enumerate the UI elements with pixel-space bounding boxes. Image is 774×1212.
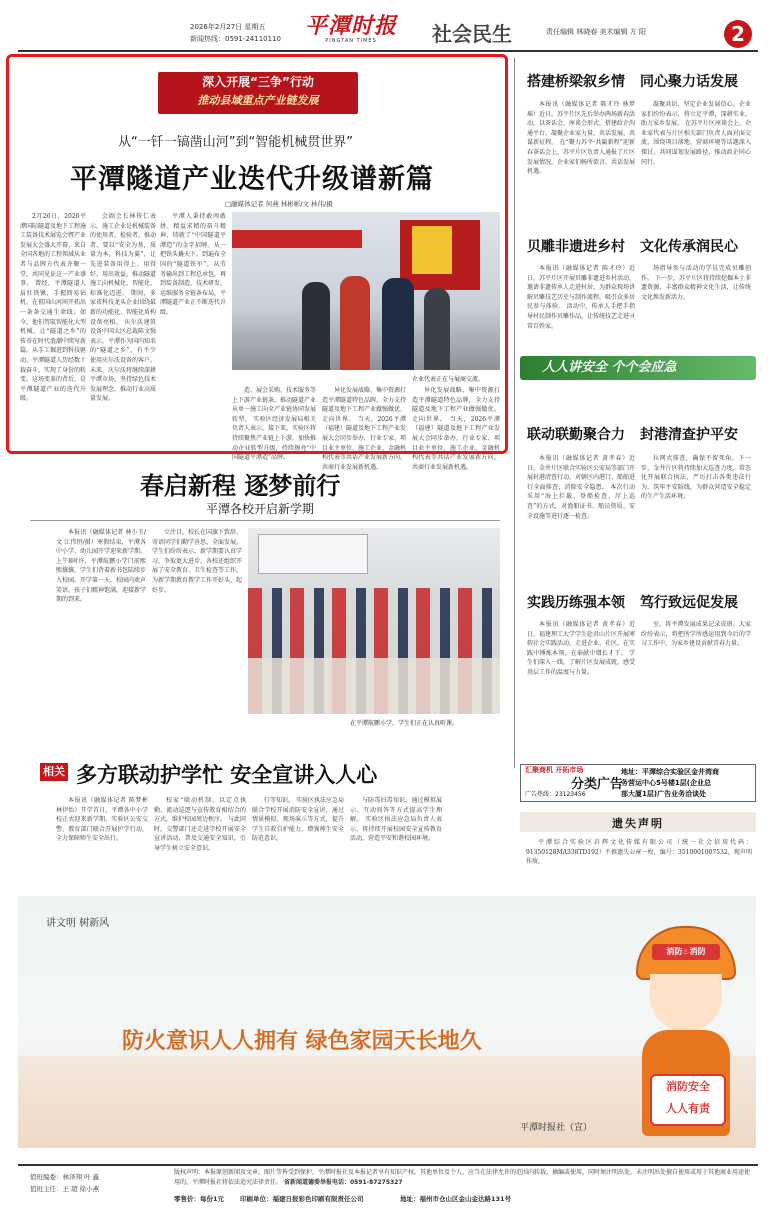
mid-col-1-text: 本报讯（融媒体记者 林小玉/文 江伟恒/摄）寒假结束，平潭各中小学、幼儿园开学迎来新学期。 上午8时许，平潭航鹏小学门前熙熙攘攘，学生们背着新书包陆续步入校园。开学第一天，校园内欢声笑语，孩子们精神饱满，迎接新学期的到来。 (56, 529, 147, 604)
right-story2-headline-b: 文化传承润民心 (640, 239, 738, 255)
mascot-sign-line1: 消防安全 (666, 1080, 710, 1093)
footer-price: 零售价：每份1元 (174, 1195, 225, 1203)
photo-yellow-sign (412, 226, 452, 274)
right-story4-headline-b: 笃行致远促发展 (640, 595, 738, 611)
right-story4-col1 (527, 620, 635, 750)
mid-col-2-text: 立注目，校长在国旗下致辞，寄语同学们勤学善思、全面发展。 学生们纷纷表示，新学期要认真学习，争取更大进步。各校还组织开展了安全教育、卫生检查等工作，为新学期教育教学工作开好头、起好步。 (152, 529, 243, 594)
mid-title-rule (30, 520, 500, 521)
footer-copyright (174, 1168, 754, 1190)
footer-address: 地址：福州市仓山区金山金达路131号 (400, 1195, 512, 1203)
firefighter-mascot (630, 926, 742, 1136)
alert-col-4 (350, 796, 442, 858)
photo-person-2 (340, 276, 370, 370)
right-story1-headline-a: 搭建桥梁叙乡情 (527, 74, 625, 90)
mascot-sign (650, 1074, 726, 1126)
photo-person-3 (382, 278, 414, 370)
ad-address-line1: 地址：平潭综合实验区金井湾商 (621, 768, 719, 776)
footer-copyright-text: 版权声明：本报原创新闻及文章、图片等皆受到保护，平潭时报社及本报记者享有知识产权。其他单位及个人，应当在法律允许的范围内转载、摘编或使用，同时须注明出处。未注明出处擅自使用或用于其他商业用途使用的，平潭时报社将依法追究法律责任。 (174, 1169, 751, 1186)
lead-col-6 (412, 386, 500, 471)
psa-sign: 平潭时报社（宣） (520, 1123, 593, 1133)
safety-strip (520, 356, 756, 380)
right-story3-headline-a: 联动联勤聚合力 (527, 427, 625, 443)
lost-notice-title: 遗失声明 (612, 817, 664, 830)
lead-col-4 (232, 386, 317, 462)
mid-headline: 春启新程 逐梦前行 (140, 471, 341, 500)
lead-photo (232, 212, 500, 370)
masthead-english: PINGTAN TIMES (325, 38, 377, 44)
news-hotline: 新闻热线：0591-24110110 (190, 35, 281, 43)
lead-col-3 (160, 212, 226, 446)
lead-col-6-text: 异化发展战略，集中资源打造平潭隧道特色品牌，全力支持隧道及地下工程产业做强做优、走向世界。 当天，2026平潭（福建）隧道及地下工程产业发展大会同步举办，行业专家、项目业主单位、施工企业、金融机构代表等共话产业发展新方向，共商行业发展新机遇。 (412, 387, 500, 471)
mascot-face (650, 974, 722, 1032)
masthead-title: 平潭时报 (304, 13, 397, 39)
right-story3-col2 (641, 454, 751, 586)
right-story1-col1 (527, 100, 635, 228)
lead-banner (158, 72, 358, 114)
lead-col-4-text: 造、展会采购、技术服务等上下游产业链条，推动隧道产业从单一施工向全产业链协同发展转型。 实验区经济发展局相关负责人表示，接下来，实验区将持续聚焦产业链上下游，加快推动企业转型升级，持续擦亮“中国隧道平潭造”品牌。 (232, 387, 317, 462)
mid-col-1 (56, 528, 146, 744)
ad-phone: 广告热线：23123456 (525, 791, 586, 798)
mid-subtitle: 平潭各校开启新学期 (206, 502, 315, 516)
alert-col-3-text: 行等知识。 实验区执法应急局联合学校开展消防安全宣讲，通过情景模拟、现场演示等方式，提升学生自救自护能力，增强师生安全防范意识。 (252, 797, 344, 843)
lead-col-5-text: 异化发展战略，集中资源打造平潭隧道特色品牌，全力支持隧道及地下工程产业做强做优、走向世界。 当天，2026平潭（福建）隧道及地下工程产业发展大会同步举办，行业专家、项目业主单位、施工企业、金融机构代表等共话产业发展新方向，共商行业发展新机遇。 (322, 387, 407, 471)
related-tag: 相关 (40, 763, 68, 781)
ad-slogan: 汇聚商机 开拓市场 (525, 766, 584, 774)
page-editors: 责任编辑 林晓春 美术编辑 方 阳 (546, 28, 646, 36)
lead-byline: □融媒体记者 何燕 林彬彬/文 林伟/摄 (225, 200, 333, 208)
right-story2-col1 (527, 264, 635, 350)
mid-col-2 (152, 528, 242, 744)
lead-banner-line2: 推动县域重点产业链发展 (197, 94, 319, 107)
right-story4-col2 (641, 620, 751, 750)
ad-address-line3: 部大厦1层)广告业务洽谈处 (621, 790, 707, 798)
right-story1-headline-b: 同心聚力话发展 (640, 74, 738, 90)
lead-col-2 (90, 212, 156, 446)
lead-col-1-text: 2月26日，2026平潭国际隧道及地下工程施工装备技术展览会暨产业发展大会盛大开幕，来自全国各地的工程领域从业者与品牌方代表齐聚一堂，共同见证这一产业盛事。 曾经，平潭隧道人肩扛铁锹，手握简易钻机，在祖国山河间开拓出一条条交通生命线；如今，他们驾驭智能化大型机械，让“隧道之乡”的传奇在时代浪潮中续写新篇。从手工掘进到科技驱动，平潭隧道人历经数十载奋斗，实现了身份的转变。这场变革的背后，是平潭隧道产业的迭代升级。 (20, 213, 87, 403)
right-story3-headline-b: 封港清查护平安 (640, 427, 738, 443)
lost-notice-body (526, 838, 752, 868)
lead-col-2-text: 会副会长林传仁表示，施工企业是机械装备的使用者，检验者，推动者，要以“安全为基，质量为本，科技为翼”，让先进装备用得上、用得好、用出效益，推动隧道施工向机械化、智能化、标准化迈进。 期间，多家省科技龙头企业围绕最新的功能化、智能化盾构设备亮相。 庆尔沃建筑设备中国大区总裁陈文强表示，平潭作为国内知名的“隧道之乡”，有不少使用庆尔沃设备的客户。未来，庆尔沃将继续深耕平潭市场，坚持绿色技术发展理念，推动行业高质量发展。 (90, 213, 157, 403)
lead-col-1 (20, 212, 86, 446)
footer-editors-1: 值班编委：林泽翔 叶 鑫 (30, 1173, 100, 1181)
alert-col-2 (154, 796, 246, 858)
classroom-whiteboard (258, 534, 368, 574)
alert-col-1 (56, 796, 148, 858)
section-title: 社会民生 (432, 22, 512, 46)
page-number-badge: 2 (724, 20, 752, 48)
classroom-photo (248, 528, 500, 714)
right-story1-text2: 凝聚共识，坚定企业发展信心。企业家们纷纷表示，将立足平潭，深耕实业，助力家乡发展。 在苏平片区座谈会上，企业家代表与片区相关部门负责人面对面交流，围绕项目落地、营商环境等话题深入探讨，共同谋划发展路径，推动政企同心同行。 (641, 101, 751, 166)
lost-notice-header (520, 812, 756, 832)
lead-photo-caption: 企业代表正在与展商交流。 (412, 376, 485, 383)
safety-strip-title: 人人讲安全 个个会应急 (542, 360, 677, 375)
right-story2-headline-a: 贝雕非遗进乡村 (527, 239, 625, 255)
footer-printer: 印刷单位：福建日报彩色印刷有限责任公司 (240, 1195, 364, 1203)
classroom-photo-caption: 在平潭航鹏小学，学生们正在认真听课。 (350, 720, 459, 727)
alert-col-3 (252, 796, 344, 858)
header-rule (18, 50, 758, 52)
lead-kicker: 从“一钎一镐凿山河”到“智能机械贯世界” (118, 135, 353, 150)
right-story1-col2 (641, 100, 751, 228)
lead-col-3-text: 平潭人秉持敢闯敢拼、精益求精的奋斗精神，铸就了“中国隧道平潭造”的金字招牌。从一把铁头撬天下，到遍布全国的“隧道铁军”，从劳务输出到工程总承包，再到装备制造、技术研发，运维服务全链条布局，平潭隧道产业正不断迭代升级。 (160, 213, 227, 316)
right-story2-col2 (641, 264, 751, 350)
right-story2-text1: 本报讯（融媒体记者 陈才玲）近日，苏平片区开展贝雕非遗进乡村活动，邀请非遗传承人走进村居，为群众现场讲解贝雕技艺历史与制作流程，吸引众多居民参与体验。 活动中，传承人手把手指导村民制作贝雕作品，让传统技艺走进寻常百姓家。 (527, 265, 636, 330)
alert-headline: 多方联动护学忙 安全宣讲入人心 (76, 763, 378, 787)
footer-editors-2: 值班主任：王 超 徐小燕 (30, 1185, 100, 1193)
issue-date: 2026年2月27日 星期五 (190, 23, 266, 31)
lead-banner-line1: 深入开展“三争”行动 (202, 75, 314, 89)
mascot-helmet-label: 消防♨消防 (652, 944, 720, 960)
right-column-divider (514, 58, 515, 768)
ad-address (621, 767, 755, 800)
right-story2-text2: 场指导参与活动的学员完成贝雕创作。 下一步，苏平片区将持续挖掘本土非遗资源，丰富群众精神文化生活，让传统文化焕发新活力。 (641, 265, 751, 301)
right-story3-text1: 本报讯（融媒体记者 黄孝春）近日，金井片区联合实验区公安局等部门开展封港清查行动，对辖区内港口、船舶进行全面排查，消除安全隐患。 本次行动采用“海上拦截、登船检查、岸上巡查”的方式，对渔船证书、船员资质、安全设施等进行逐一检查。 (527, 455, 636, 520)
lost-notice-text: 平潭综合实验区岩辉文化传媒有限公司（统一社会信用代码：91350128MA338TD192）不慎遗失公章一枚，编号：3510001007532，现声明作废。 (526, 839, 752, 866)
right-story3-col1 (527, 454, 635, 586)
lead-col-5 (322, 386, 407, 471)
footer-report-phone: 省新闻道德委举报电话：0591-87275327 (283, 1179, 403, 1186)
classified-ad (520, 764, 756, 802)
right-story1-text1: 本报讯（融媒体记者 陈才玲 林梦瑶）近日，苏平片区先后举办两场新春活动，以茶话会、座谈会形式，搭建政企沟通平台，凝聚企业家力量，共话发展、共谋新征程。 在“聚力苏平·共赢新程”迎新春茶话会上，苏平片区负责人通报了片区发展情况，企业家们畅所欲言，共话发展机遇。 (527, 101, 636, 176)
mascot-sign-line2: 人人有责 (666, 1102, 710, 1115)
psa-title: 防火意识人人拥有 绿色家园天长地久 (122, 1028, 482, 1054)
ad-left-panel (521, 765, 624, 801)
right-story4-headline-a: 实践历练强本领 (527, 595, 625, 611)
photo-person-4 (424, 288, 450, 370)
photo-person-1 (302, 282, 330, 370)
photo-banner-sign (232, 230, 362, 248)
footer-rule (18, 1164, 758, 1166)
alert-col-1-text: 本报讯（融媒体记者 陈梦彬 林伊怡）开学首日，平潭各中小学校正式迎来新学期。实验区公安交警、教育部门联合开展护学行动，全力保障师生安全出行。 (56, 797, 148, 843)
masthead-logo (296, 14, 406, 50)
ad-type: 分类广告 (571, 777, 624, 792)
alert-col-4-text: 与防毒扫毒知识，通过模拟展示、互动问答等方式提高学生理解。 实验区执法应急局负责人表示，将持续开展校园安全宣传教育活动，营造平安和谐校园环境。 (350, 797, 442, 843)
psa-kicker: 讲文明 树新风 (46, 918, 110, 929)
right-story3-text2: 拉网式排查，确保不留死角。下一步，金井片区将持续加大巡查力度，常态化开展联合执法，严厉打击各类违法行为，筑牢平安防线，为群众营造安全稳定的生产生活环境。 (641, 455, 751, 501)
right-story4-text1: 本报讯（融媒体记者 黄孝春）近日，福建理工大学学生赴君山片区开展寒假社会实践活动，走进企业、社区，在实践中锤炼本领，在奉献中增长才干。 学生们深入一线，了解片区发展成就，感受基层工作的温度与力量。 (527, 621, 636, 676)
ad-address-line2: 务营运中心5号楼1层(企业总 (621, 779, 711, 787)
classroom-desks (248, 658, 500, 714)
lead-headline: 平潭隧道产业迭代升级谱新篇 (70, 164, 434, 195)
right-story4-text2: 室，将平潭发展成果记录成册。大家纷纷表示，将把所学所感运用到今后的学习工作中，为家乡建设贡献青春力量。 (641, 621, 751, 648)
alert-col-2-text: 校家“联动机制，以定点执勤、流动巡逻与宣传教育相结合的方式，维护校园周边秩序。 与此同时，交警部门还走进学校开展安全宣讲活动，普及交通安全知识，引导学生树立安全意识。 (154, 797, 246, 852)
